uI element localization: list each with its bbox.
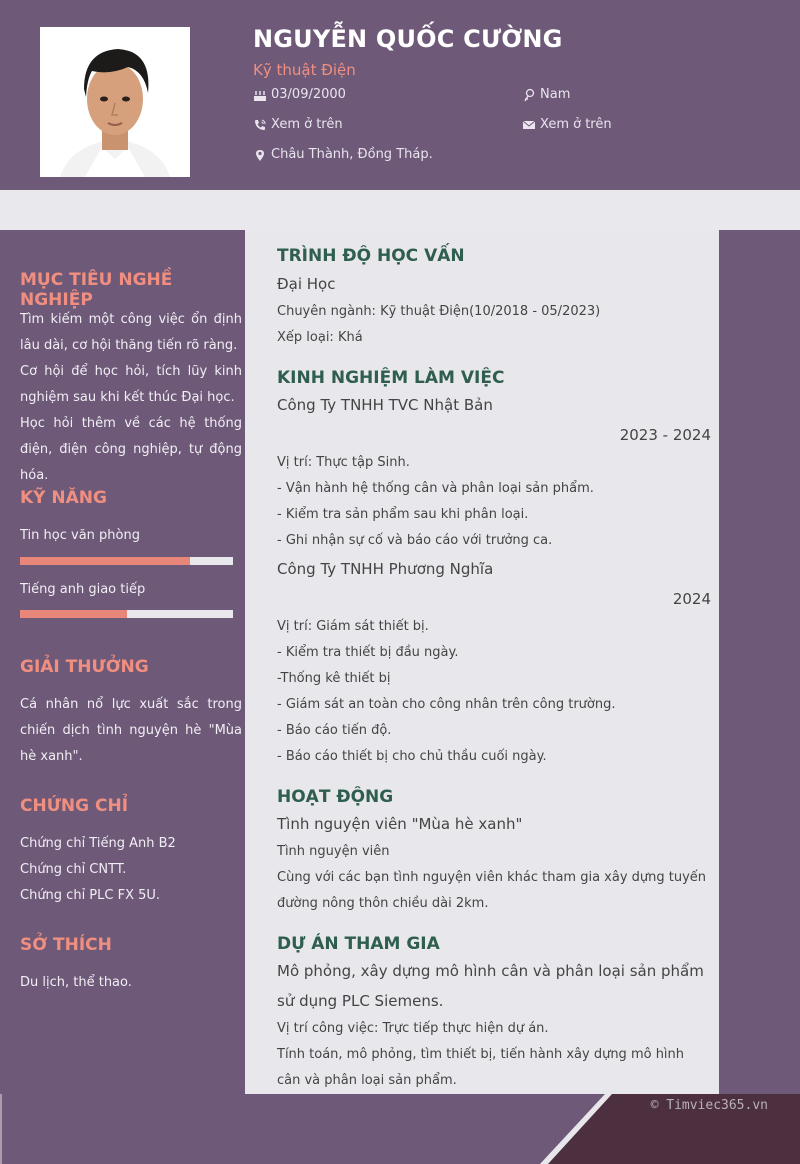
birthday-text: 03/09/2000: [271, 87, 346, 102]
objective-line: Tìm kiếm một công việc ổn định lâu dài, cơ hội thăng tiến rõ ràng.: [20, 312, 242, 353]
job-period: 2024: [672, 590, 711, 608]
certificate-item: Chứng chỉ Tiếng Anh B2: [20, 836, 176, 851]
address-info: [253, 147, 433, 162]
job-line: - Vận hành hệ thống cân và phân loại sản phẩm.: [277, 481, 594, 496]
certificate-item: Chứng chỉ PLC FX 5U.: [20, 888, 161, 903]
activity-title: Tình nguyện viên "Mùa hè xanh": [277, 815, 523, 833]
project-title: Mô phỏng, xây dựng mô hình cân và phân loại sản phẩm sử dụng PLC Siemens.: [277, 962, 704, 1010]
objective-line: Cơ hội để học hỏi, tích lũy kinh nghiệm sau khi kết thúc Đại học.: [20, 364, 242, 405]
gender-icon: [522, 88, 536, 102]
phone-text: Xem ở trên: [271, 117, 343, 132]
education-rank: Xếp loại: Khá: [277, 330, 363, 345]
job-title: Kỹ thuật Điện: [253, 61, 356, 79]
phone-icon: [253, 118, 267, 132]
skill-fill: [20, 557, 190, 565]
email-info: [522, 117, 612, 132]
job-line: -Thống kê thiết bị: [277, 671, 391, 686]
job-line: - Ghi nhận sự cố và báo cáo với trưởng ca.: [277, 533, 553, 548]
education-major: Chuyên ngành: Kỹ thuật Điện(10/2018 - 05/2023): [277, 304, 601, 319]
job-line: Vị trí: Giám sát thiết bị.: [277, 619, 429, 634]
activity-role: Tình nguyện viên: [277, 844, 390, 859]
certificate-item: Chứng chỉ CNTT.: [20, 862, 127, 877]
skills-heading: KỸ NĂNG: [20, 488, 107, 508]
gender-text: Nam: [540, 87, 571, 102]
education-school: Đại Học: [277, 275, 336, 293]
project-role: Vị trí công việc: Trực tiếp thực hiện dự án.: [277, 1021, 549, 1036]
gender-info: [522, 87, 570, 102]
objective-line: Học hỏi thêm về các hệ thống điện, điện công nghiệp, tự động hóa.: [20, 416, 242, 483]
job-line: - Kiểm tra thiết bị đầu ngày.: [277, 645, 459, 660]
email-text: Xem ở trên: [540, 117, 612, 132]
experience-heading: KINH NGHIỆM LÀM VIỆC: [277, 368, 505, 388]
job-line: - Báo cáo thiết bị cho chủ thầu cuối ngày.: [277, 749, 547, 764]
education-heading: TRÌNH ĐỘ HỌC VẤN: [277, 246, 465, 266]
activity-desc: Cùng với các bạn tình nguyện viên khác tham gia xây dựng tuyến đường nông thôn chiều dài 2km.: [277, 870, 707, 911]
job-line: - Giám sát an toàn cho công nhân trên công trường.: [277, 697, 616, 712]
job-period: 2023 - 2024: [619, 426, 711, 444]
certificates-heading: CHỨNG CHỈ: [20, 796, 129, 816]
map-pin-icon: [253, 148, 267, 162]
skill-name: Tin học văn phòng: [20, 528, 140, 543]
projects-heading: DỰ ÁN THAM GIA: [277, 934, 440, 954]
header-divider-strip: [0, 190, 800, 230]
job-line: Vị trí: Thực tập Sinh.: [277, 455, 410, 470]
skill-bar: [20, 610, 233, 618]
portrait-photo-icon: [40, 27, 190, 177]
skill-fill: [20, 610, 127, 618]
job-company: Công Ty TNHH TVC Nhật Bản: [277, 396, 493, 414]
cv-footer: [0, 1094, 800, 1164]
birthday-info: [253, 87, 346, 102]
awards-text: Cá nhân nổ lực xuất sắc trong chiến dịch tình nguyện hè "Mùa hè xanh".: [20, 697, 242, 764]
hobbies-text: Du lịch, thể thao.: [20, 975, 132, 990]
job-company: Công Ty TNHH Phương Nghĩa: [277, 560, 494, 578]
watermark: © Timviec365.vn: [650, 1098, 768, 1113]
certificates-list: [20, 831, 242, 909]
address-text: Châu Thành, Đồng Tháp.: [271, 147, 433, 162]
skill-bar: [20, 557, 233, 565]
phone-info: [253, 117, 343, 132]
skill-name: Tiếng anh giao tiếp: [20, 582, 146, 597]
cv-header: [0, 0, 800, 190]
avatar: [40, 27, 190, 177]
job-line: - Báo cáo tiến độ.: [277, 723, 392, 738]
objective-heading: MỤC TIÊU NGHỀ NGHIỆP: [20, 270, 173, 310]
sidebar: [0, 230, 245, 1094]
activities-heading: HOẠT ĐỘNG: [277, 787, 394, 807]
envelope-icon: [522, 118, 536, 132]
main-content: [245, 230, 719, 1094]
job-line: - Kiểm tra sản phẩm sau khi phân loại.: [277, 507, 529, 522]
cake-icon: [253, 88, 267, 102]
project-desc: Tính toán, mô phỏng, tìm thiết bị, tiến hành xây dựng mô hình cân và phân loại sản phẩm.: [277, 1047, 685, 1088]
hobbies-heading: SỞ THÍCH: [20, 935, 112, 955]
awards-heading: GIẢI THƯỞNG: [20, 657, 149, 677]
objective-text: [20, 307, 242, 489]
candidate-name: NGUYỄN QUỐC CƯỜNG: [253, 25, 563, 53]
